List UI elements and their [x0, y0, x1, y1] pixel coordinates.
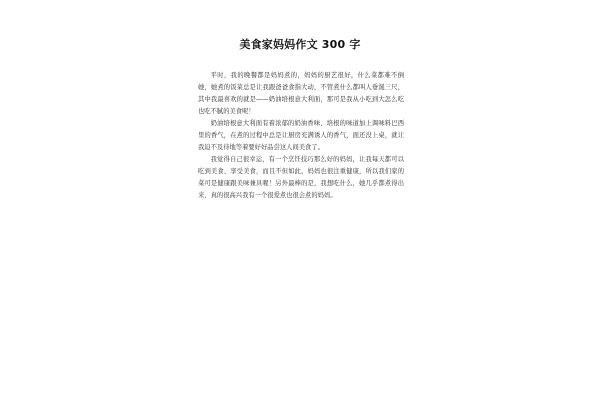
paragraph-2: 奶油培根意大利面有着浓郁的奶油香味、培根的味道加上调味料巴西里的香气，在煮的过程中总是让厨房充满诱人的香气，面还没上桌，就让我迫不及待地等着要好好品尝这人间美食了。: [198, 120, 404, 151]
paragraph-1: 平时，我的晚餐都是妈妈煮的，妈妈的厨艺很好，什么菜都难不倒她，她煮的饭菜总是让我跟爸爸食指大动，不管煮什么都叫人垂涎三尺，其中我最喜欢的就是——奶油培根意大利面，那可是我从小吃到大怎么吃也吃不腻的美食呢！: [198, 72, 404, 115]
article-body: [198, 70, 404, 202]
paragraph-3: 我觉得自己很幸运，有一个烹饪技巧那么好的妈妈，让我每天都可以吃到美食、享受美食，而且不但如此，妈妈也很注重健康，所以我们家的菜可是健康跟美味兼具喔！另外最棒的是，我想吃什么，她几乎都煮得出来，真的很高兴我有一个很爱煮也很会煮的妈妈。: [198, 156, 404, 199]
document-title: 美食家妈妈作文 300 字: [239, 38, 361, 51]
